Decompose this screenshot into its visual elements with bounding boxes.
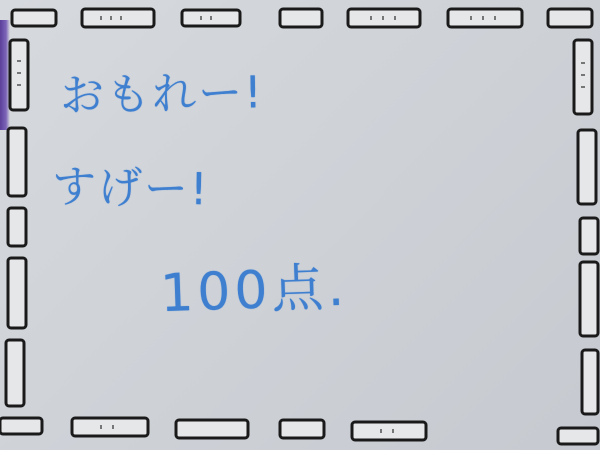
message-line-1: おもれー! (59, 67, 265, 122)
message-line-3: 100点. (159, 257, 349, 325)
message-line-2: すげー! (51, 161, 210, 216)
frame-bottom (0, 418, 598, 444)
frame-top (12, 9, 592, 27)
frame-right (574, 40, 598, 414)
frame-left (6, 40, 28, 406)
